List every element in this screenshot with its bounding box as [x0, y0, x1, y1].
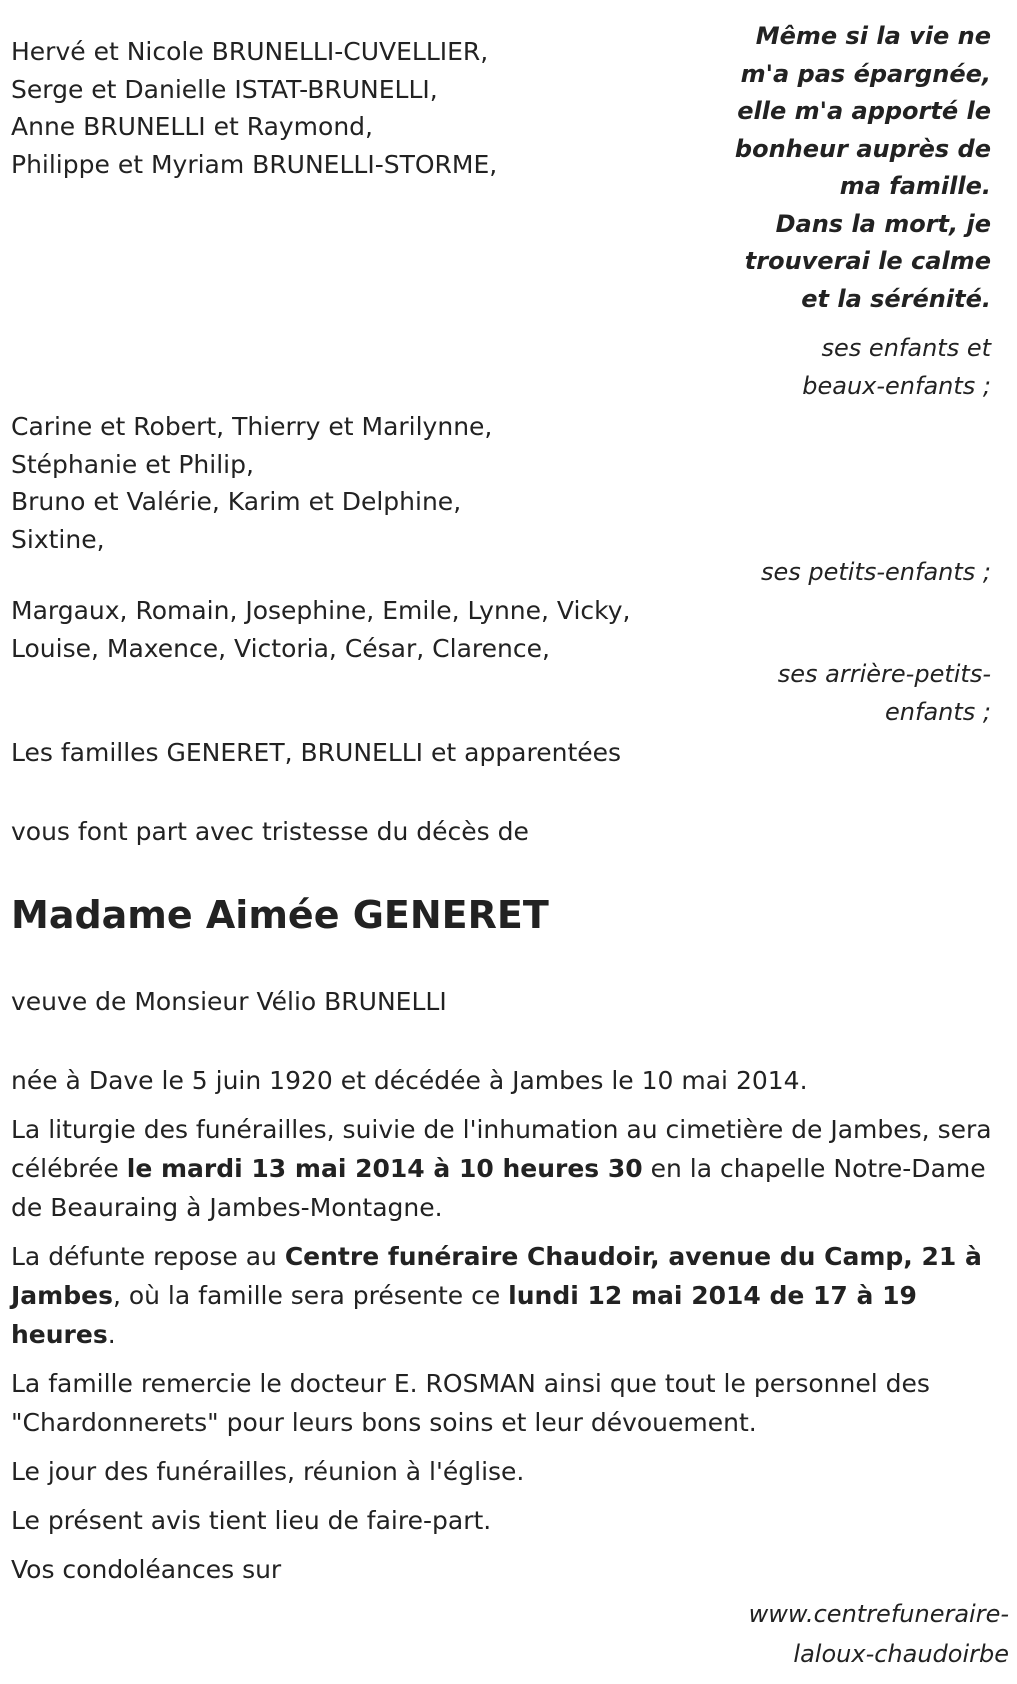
rest-text-end: . — [107, 1320, 116, 1349]
quote-line: Dans la mort, je — [775, 209, 991, 238]
website-line[interactable]: www.centrefuneraire- — [748, 1600, 1009, 1628]
role-line: enfants ; — [885, 697, 991, 726]
children-role — [691, 330, 991, 405]
list-item: Philippe et Myriam BRUNELLI-STORME, — [11, 149, 498, 179]
thanks-paragraph: La famille remercie le docteur E. ROSMAN ainsi que tout le personnel des "Chardonnerets" pour leurs bons soins et leur dévouement. — [11, 1369, 930, 1437]
great-grandchildren-role — [691, 656, 991, 731]
liturgy-text: La liturgie des funérailles, suivie de l'inhumation au cimetière de Jambes, sera célébrée — [11, 1115, 992, 1183]
grandchildren-role — [691, 554, 991, 592]
quote-line: elle m'a apporté le — [737, 97, 991, 125]
website-line[interactable]: laloux-chaudoirbe — [793, 1640, 1009, 1668]
quote-line: m'a pas épargnée, — [740, 59, 991, 88]
list-item: Anne BRUNELLI et Raymond, — [11, 112, 373, 141]
list-item: Carine et Robert, Thierry et Marilynne, — [11, 412, 493, 441]
liturgy-paragraph — [11, 1110, 1001, 1227]
website-link[interactable] — [609, 1594, 1009, 1674]
liturgy-place: en la chapelle Notre-Dame de Beauraing à Jambes-Montagne. — [11, 1154, 986, 1222]
role-line: beaux-enfants ; — [802, 371, 991, 400]
list-item: Stéphanie et Philip, — [11, 449, 254, 479]
rest-text-2: , où la famille sera présente ce — [112, 1281, 509, 1310]
rest-place: Centre funéraire Chaudoir, avenue du Camp, 21 à Jambes — [11, 1242, 982, 1310]
meeting-line: Le jour des funérailles, réunion à l'église. — [11, 1457, 525, 1486]
condolences-line: Vos condoléances sur — [11, 1555, 282, 1584]
rest-date: lundi 12 mai 2014 de 17 à 19 heures — [11, 1281, 917, 1349]
quote-line: trouverai le calme — [744, 247, 991, 275]
liturgy-date: le mardi 13 mai 2014 à 10 heures 30 — [126, 1154, 643, 1183]
list-item: Sixtine, — [11, 524, 105, 554]
great-grandchildren-list — [11, 592, 731, 667]
announcement-line: vous font part avec tristesse du décès de — [11, 817, 529, 846]
children-list — [11, 33, 711, 183]
birth-death-line: née à Dave le 5 juin 1920 et décédée à Jambes le 10 mai 2014. — [11, 1066, 808, 1095]
list-item: Serge et Danielle ISTAT-BRUNELLI, — [11, 74, 438, 104]
quote-line: Même si la vie ne — [755, 22, 991, 50]
widow-of-line: veuve de Monsieur Vélio BRUNELLI — [11, 987, 447, 1016]
role-line: ses petits-enfants ; — [760, 558, 991, 586]
grandchildren-list — [11, 408, 711, 558]
list-item: Louise, Maxence, Victoria, César, Clarence, — [11, 633, 550, 663]
quote-line: bonheur auprès de — [734, 134, 991, 163]
role-line: ses arrière-petits- — [777, 660, 991, 688]
rest-text: La défunte repose au — [11, 1242, 285, 1271]
list-item: Margaux, Romain, Josephine, Emile, Lynne, Vicky, — [11, 596, 631, 625]
role-line: ses enfants et — [821, 334, 991, 362]
quote-line: et la sérénité. — [801, 284, 991, 313]
deceased-name: Madame Aimée GENERET — [11, 893, 549, 937]
quote-line: ma famille. — [839, 172, 991, 200]
rest-paragraph — [11, 1237, 1001, 1354]
list-item: Hervé et Nicole BRUNELLI-CUVELLIER, — [11, 37, 489, 66]
notice-line: Le présent avis tient lieu de faire-part. — [11, 1506, 492, 1535]
families-line: Les familles GENERET, BRUNELLI et apparentées — [11, 738, 622, 767]
list-item: Bruno et Valérie, Karim et Delphine, — [11, 487, 462, 516]
quote — [691, 18, 991, 318]
